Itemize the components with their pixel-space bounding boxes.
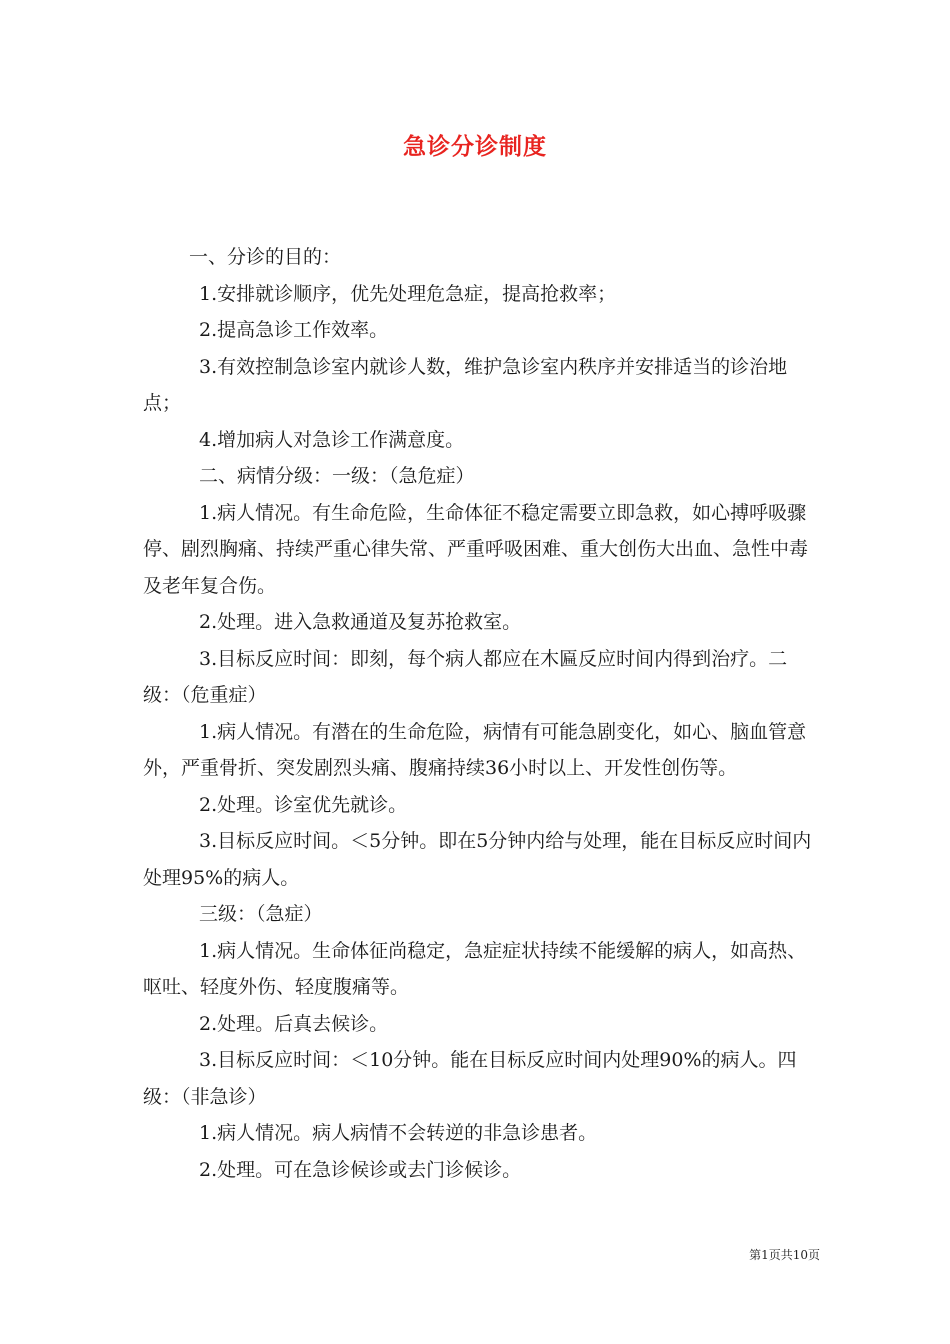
paragraph: 3.目标反应时间。＜5分钟。即在5分钟内给与处理，能在目标反应时间内处理95%的病人。 [143,830,812,889]
paragraph: 2.处理。可在急诊候诊或去门诊候诊。 [199,1158,522,1181]
paragraph: 1.病人情况。有生命危险，生命体征不稳定需要立即急救，如心搏呼吸骤停、剧烈胸痛、持续严重心律失常、严重呼吸困难、重大创伤大出血、急性中毒及老年复合伤。 [143,501,809,597]
paragraph: 1.病人情况。生命体征尚稳定，急症症状持续不能缓解的病人，如高热、呕吐、轻度外伤、轻度腹痛等。 [143,939,807,998]
paragraph: 3.目标反应时间：＜10分钟。能在目标反应时间内处理90%的病人。四级：（非急诊） [143,1049,797,1108]
paragraph: 4.增加病人对急诊工作满意度。 [199,428,465,451]
paragraph: 2.处理。进入急救通道及复苏抢救室。 [199,611,522,633]
page-title: 急诊分诊制度 [403,134,547,160]
paragraph: 3.目标反应时间：即刻，每个病人都应在木匾反应时间内得到治疗。二级：（危重症） [143,647,788,706]
paragraph: 2.处理。后真去候诊。 [199,1012,389,1035]
level-heading-three: 三级：（急症） [199,903,323,925]
paragraph: 2.处理。诊室优先就诊。 [199,793,408,816]
section-heading-purpose: 一、分诊的目的： [189,246,342,268]
paragraph: 2.提高急诊工作效率。 [199,319,389,341]
page-number: 第1页共10页 [749,1248,820,1262]
paragraph: 1.病人情况。病人病情不会转逆的非急诊患者。 [199,1122,598,1144]
paragraph: 1.安排就诊顺序，优先处理危急症，提高抢救率； [199,282,617,305]
section-heading-grading: 二、病情分级：一级：（急危症） [199,465,475,487]
paragraph: 1.病人情况。有潜在的生命危险，病情有可能急剧变化，如心、脑血管意外，严重骨折、突发剧烈头痛、腹痛持续36小时以上、开发性创伤等。 [143,720,807,779]
paragraph: 3.有效控制急诊室内就诊人数，维护急诊室内秩序并安排适当的诊治地点； [143,355,788,414]
document-body [143,239,823,1188]
